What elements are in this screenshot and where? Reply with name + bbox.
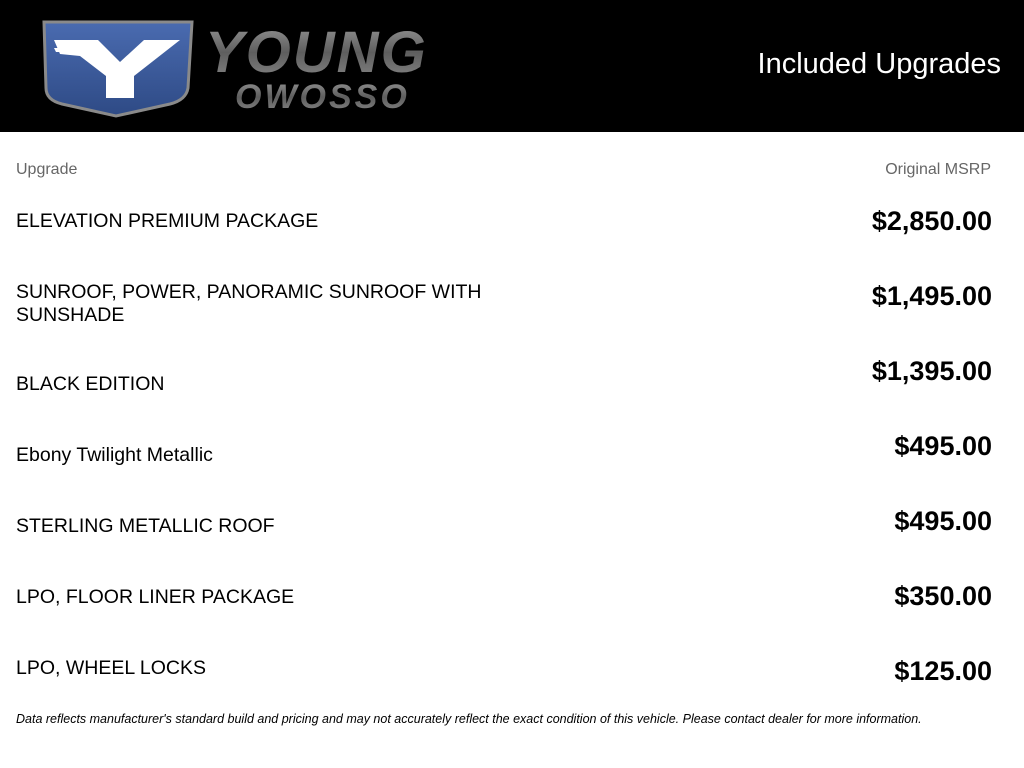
upgrade-price: $495.00 <box>894 506 992 536</box>
upgrade-price: $495.00 <box>894 431 992 461</box>
upgrade-name: STERLING METALLIC ROOF <box>16 515 275 537</box>
upgrade-price: $125.00 <box>894 656 992 686</box>
column-header-msrp: Original MSRP <box>885 161 991 178</box>
list-item <box>16 496 992 571</box>
logo-secondary-text: OWOSSO <box>235 78 410 116</box>
upgrades-list <box>16 196 992 721</box>
list-item <box>16 196 992 271</box>
logo-primary-text: YOUNG <box>205 20 428 85</box>
list-item <box>16 271 992 346</box>
upgrade-name: BLACK EDITION <box>16 373 165 395</box>
list-item <box>16 421 992 496</box>
upgrade-price: $1,395.00 <box>871 356 992 386</box>
upgrade-price: $350.00 <box>894 581 992 611</box>
page-header <box>0 0 1024 132</box>
upgrade-name: SUNROOF, POWER, PANORAMIC SUNROOF WITH SUNSHADE <box>16 281 482 326</box>
disclaimer-text: Data reflects manufacturer's standard build and pricing and may not accurately reflect the exact condition of this vehicle. Please contact dealer for more information. <box>16 712 922 726</box>
list-item <box>16 571 992 646</box>
page-title: Included Upgrades <box>757 48 1001 80</box>
list-item <box>16 646 992 721</box>
list-item <box>16 346 992 421</box>
upgrade-name: ELEVATION PREMIUM PACKAGE <box>16 210 319 232</box>
upgrade-price: $1,495.00 <box>871 281 992 311</box>
upgrade-name: Ebony Twilight Metallic <box>16 444 213 466</box>
upgrade-name: LPO, WHEEL LOCKS <box>16 657 207 679</box>
upgrade-price: $2,850.00 <box>871 206 992 236</box>
dealer-logo <box>40 18 510 118</box>
upgrade-name: LPO, FLOOR LINER PACKAGE <box>16 586 295 608</box>
column-header-upgrade: Upgrade <box>16 161 78 178</box>
